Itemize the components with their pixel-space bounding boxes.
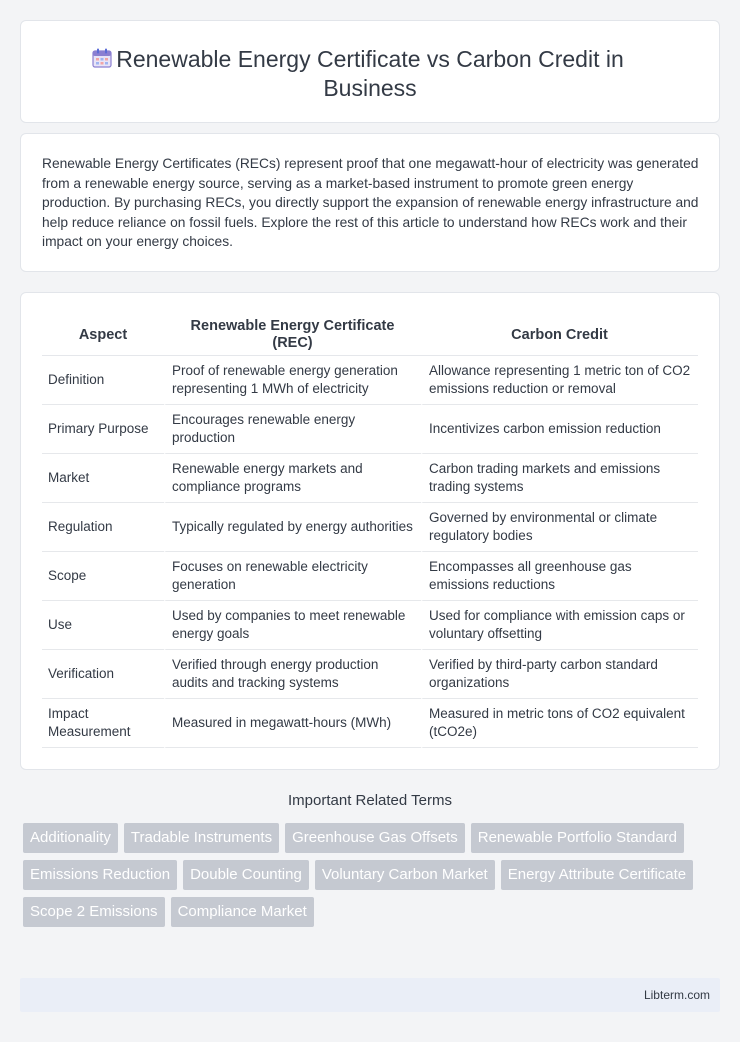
page-title: Renewable Energy Certificate vs Carbon Credit in Business bbox=[116, 46, 624, 101]
table-cell-carbon-credit: Allowance representing 1 metric ton of CO2 emissions reduction or removal bbox=[421, 356, 698, 405]
intro-card bbox=[20, 133, 720, 272]
table-cell-rec: Encourages renewable energy production bbox=[164, 405, 421, 454]
comparison-table-card bbox=[20, 292, 720, 770]
tag-scope-2-emissions[interactable]: Scope 2 Emissions bbox=[23, 897, 165, 927]
table-cell-rec: Typically regulated by energy authorities bbox=[164, 503, 421, 552]
table-cell-carbon-credit: Used for compliance with emission caps or voluntary offsetting bbox=[421, 601, 698, 650]
table-cell-aspect: Verification bbox=[42, 650, 164, 699]
tag-greenhouse-gas-offsets[interactable]: Greenhouse Gas Offsets bbox=[285, 823, 465, 853]
table-cell-aspect: Market bbox=[42, 454, 164, 503]
table-cell-rec: Measured in megawatt-hours (MWh) bbox=[164, 699, 421, 748]
tag-compliance-market[interactable]: Compliance Market bbox=[171, 897, 314, 927]
tag-emissions-reduction[interactable]: Emissions Reduction bbox=[23, 860, 177, 890]
table-cell-carbon-credit: Encompasses all greenhouse gas emissions reductions bbox=[421, 552, 698, 601]
table-cell-rec: Focuses on renewable electricity generation bbox=[164, 552, 421, 601]
table-cell-aspect: Impact Measurement bbox=[42, 699, 164, 748]
table-row bbox=[42, 356, 698, 405]
related-terms-list bbox=[23, 823, 703, 927]
comparison-table bbox=[42, 315, 698, 748]
table-header-row bbox=[42, 315, 698, 356]
table-cell-carbon-credit: Carbon trading markets and emissions trading systems bbox=[421, 454, 698, 503]
tag-energy-attribute-certificate[interactable]: Energy Attribute Certificate bbox=[501, 860, 693, 890]
table-cell-rec: Verified through energy production audits and tracking systems bbox=[164, 650, 421, 699]
table-cell-rec: Used by companies to meet renewable energy goals bbox=[164, 601, 421, 650]
table-row bbox=[42, 699, 698, 748]
table-row bbox=[42, 552, 698, 601]
related-terms-heading: Important Related Terms bbox=[288, 792, 452, 809]
column-header-rec: Renewable Energy Certificate (REC) bbox=[164, 315, 421, 356]
tag-renewable-portfolio-standard[interactable]: Renewable Portfolio Standard bbox=[471, 823, 684, 853]
table-cell-carbon-credit: Measured in metric tons of CO2 equivalent (tCO2e) bbox=[421, 699, 698, 748]
table-cell-aspect: Scope bbox=[42, 552, 164, 601]
table-row bbox=[42, 601, 698, 650]
table-row bbox=[42, 405, 698, 454]
table-cell-aspect: Use bbox=[42, 601, 164, 650]
table-cell-rec: Renewable energy markets and compliance programs bbox=[164, 454, 421, 503]
table-cell-rec: Proof of renewable energy generation representing 1 MWh of electricity bbox=[164, 356, 421, 405]
table-row bbox=[42, 650, 698, 699]
table-row bbox=[42, 454, 698, 503]
tag-voluntary-carbon-market[interactable]: Voluntary Carbon Market bbox=[315, 860, 495, 890]
tag-additionality[interactable]: Additionality bbox=[23, 823, 118, 853]
table-cell-carbon-credit: Incentivizes carbon emission reduction bbox=[421, 405, 698, 454]
intro-paragraph: Renewable Energy Certificates (RECs) represent proof that one megawatt-hour of electricity was generated from a renewable energy source, serving as a market-based instrument to promote green energy production. By purchasing RECs, you directly support the expansion of renewable energy infrastructure and help reduce reliance on fossil fuels. Explore the rest of this article to understand how RECs work and their impact on your energy choices. bbox=[42, 156, 699, 249]
table-row bbox=[42, 503, 698, 552]
table-cell-carbon-credit: Governed by environmental or climate regulatory bodies bbox=[421, 503, 698, 552]
table-cell-carbon-credit: Verified by third-party carbon standard organizations bbox=[421, 650, 698, 699]
tag-double-counting[interactable]: Double Counting bbox=[183, 860, 309, 890]
tag-tradable-instruments[interactable]: Tradable Instruments bbox=[124, 823, 279, 853]
table-cell-aspect: Regulation bbox=[42, 503, 164, 552]
column-header-carbon-credit: Carbon Credit bbox=[421, 315, 698, 356]
footer-site-link[interactable]: Libterm.com bbox=[643, 988, 710, 1002]
title-card bbox=[20, 20, 720, 123]
footer bbox=[20, 978, 720, 1012]
table-cell-aspect: Definition bbox=[42, 356, 164, 405]
column-header-aspect: Aspect bbox=[42, 315, 164, 356]
table-cell-aspect: Primary Purpose bbox=[42, 405, 164, 454]
